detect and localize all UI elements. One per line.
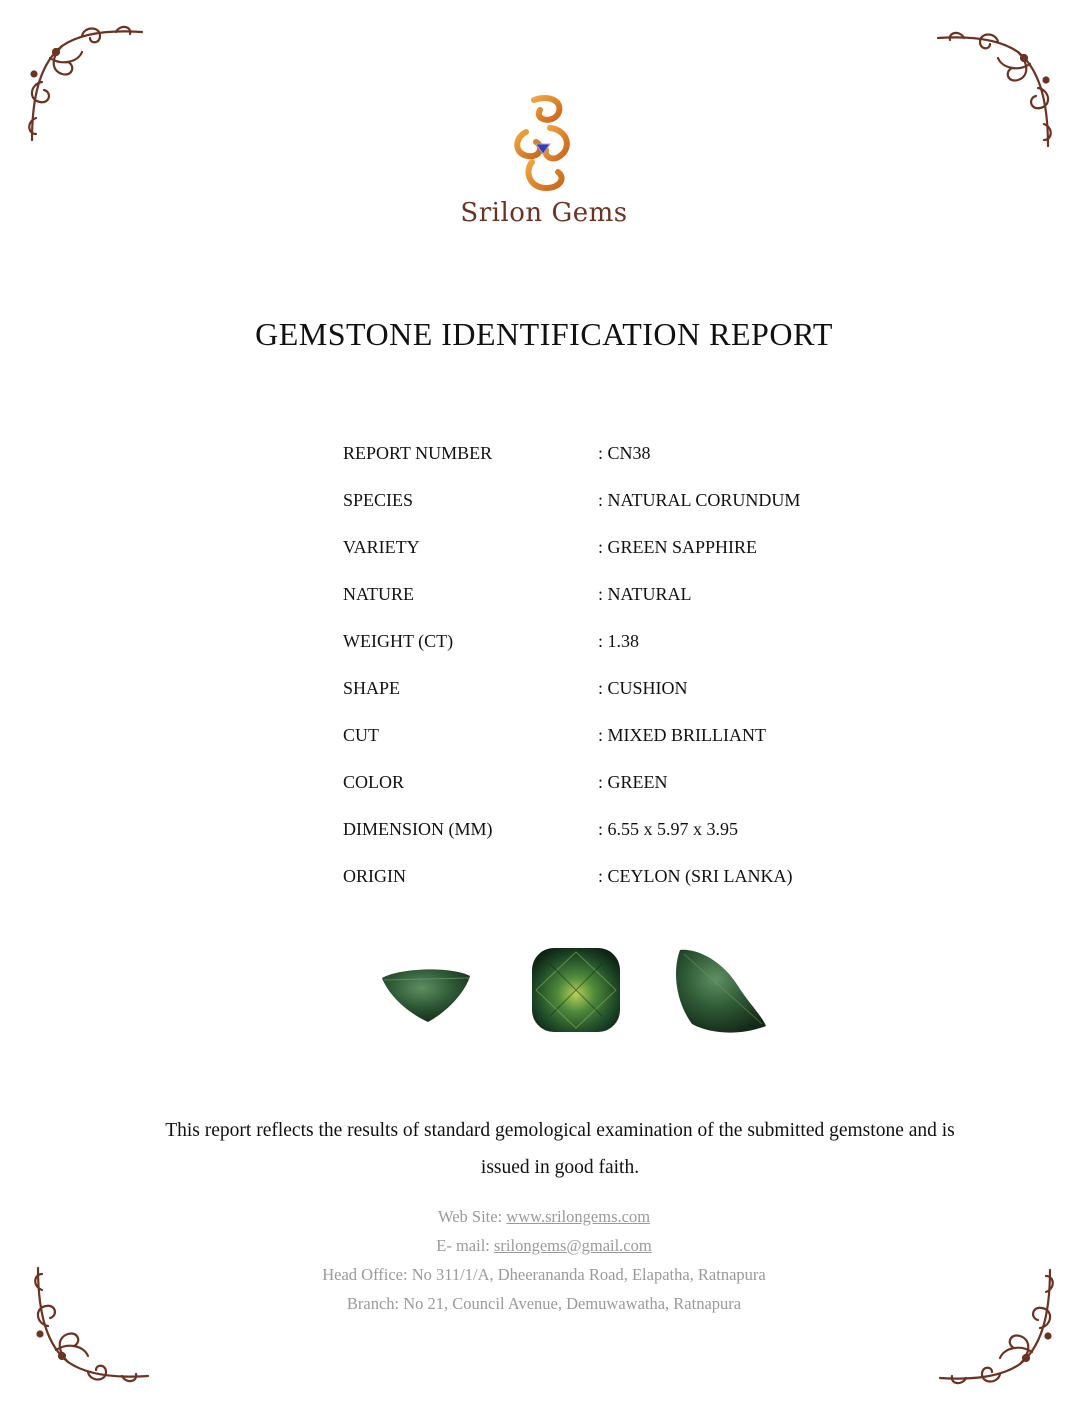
email-label: E- mail: <box>436 1236 494 1255</box>
email-link[interactable]: srilongems@gmail.com <box>494 1236 652 1255</box>
srilon-logo-icon <box>504 92 584 196</box>
spec-row-nature <box>343 571 863 618</box>
spec-value: : MIXED BRILLIANT <box>598 725 766 745</box>
website-line <box>0 1202 1088 1231</box>
website-link[interactable]: www.srilongems.com <box>506 1207 651 1226</box>
branch-address: Branch: No 21, Council Avenue, Demuwawatha, Ratnapura <box>346 1294 742 1313</box>
spec-value: : CN38 <box>598 443 651 463</box>
spec-row-dimension <box>343 806 863 853</box>
gemstone-photos <box>370 940 780 1045</box>
spec-label: VARIETY <box>343 537 420 557</box>
spec-label: DIMENSION (MM) <box>343 819 493 839</box>
spec-label: NATURE <box>343 584 414 604</box>
spec-label: COLOR <box>343 772 405 792</box>
email-line <box>0 1231 1088 1260</box>
spec-label: ORIGIN <box>343 866 406 886</box>
specification-table <box>343 430 863 900</box>
spec-label: WEIGHT (CT) <box>343 631 454 651</box>
report-statement: This report reflects the results of standard gemological examination of the submitted gemstone and is issued in good faith. <box>165 1120 955 1178</box>
spec-row-origin <box>343 853 863 900</box>
brand-logo <box>0 92 1088 228</box>
spec-row-weight <box>343 618 863 665</box>
spec-value: : CUSHION <box>598 678 688 698</box>
gemstone-photo-angled <box>676 950 766 1033</box>
gemstone-photo-side <box>382 969 470 1022</box>
spec-row-report-number <box>343 430 863 477</box>
spec-value: : GREEN SAPPHIRE <box>598 537 758 557</box>
spec-value: : CEYLON (SRI LANKA) <box>598 866 793 886</box>
head-office-address: Head Office: No 311/1/A, Dheerananda Road, Elapatha, Ratnapura <box>322 1265 766 1284</box>
spec-value: : 6.55 x 5.97 x 3.95 <box>598 819 739 839</box>
spec-row-species <box>343 477 863 524</box>
spec-row-cut <box>343 712 863 759</box>
gemstone-photo-top <box>532 948 620 1032</box>
spec-value: : GREEN <box>598 772 668 792</box>
spec-value: : NATURAL <box>598 584 692 604</box>
spec-label: CUT <box>343 725 379 745</box>
spec-row-shape <box>343 665 863 712</box>
spec-value: : 1.38 <box>598 631 640 651</box>
website-label: Web Site: <box>437 1207 507 1226</box>
spec-value: : NATURAL CORUNDUM <box>598 490 801 510</box>
spec-row-variety <box>343 524 863 571</box>
spec-label: REPORT NUMBER <box>343 443 493 463</box>
page-title: GEMSTONE IDENTIFICATION REPORT <box>255 316 833 352</box>
spec-row-color <box>343 759 863 806</box>
spec-label: SHAPE <box>343 678 401 698</box>
spec-label: SPECIES <box>343 490 414 510</box>
contact-info <box>0 1202 1088 1318</box>
brand-name: Srilon Gems <box>460 198 628 228</box>
